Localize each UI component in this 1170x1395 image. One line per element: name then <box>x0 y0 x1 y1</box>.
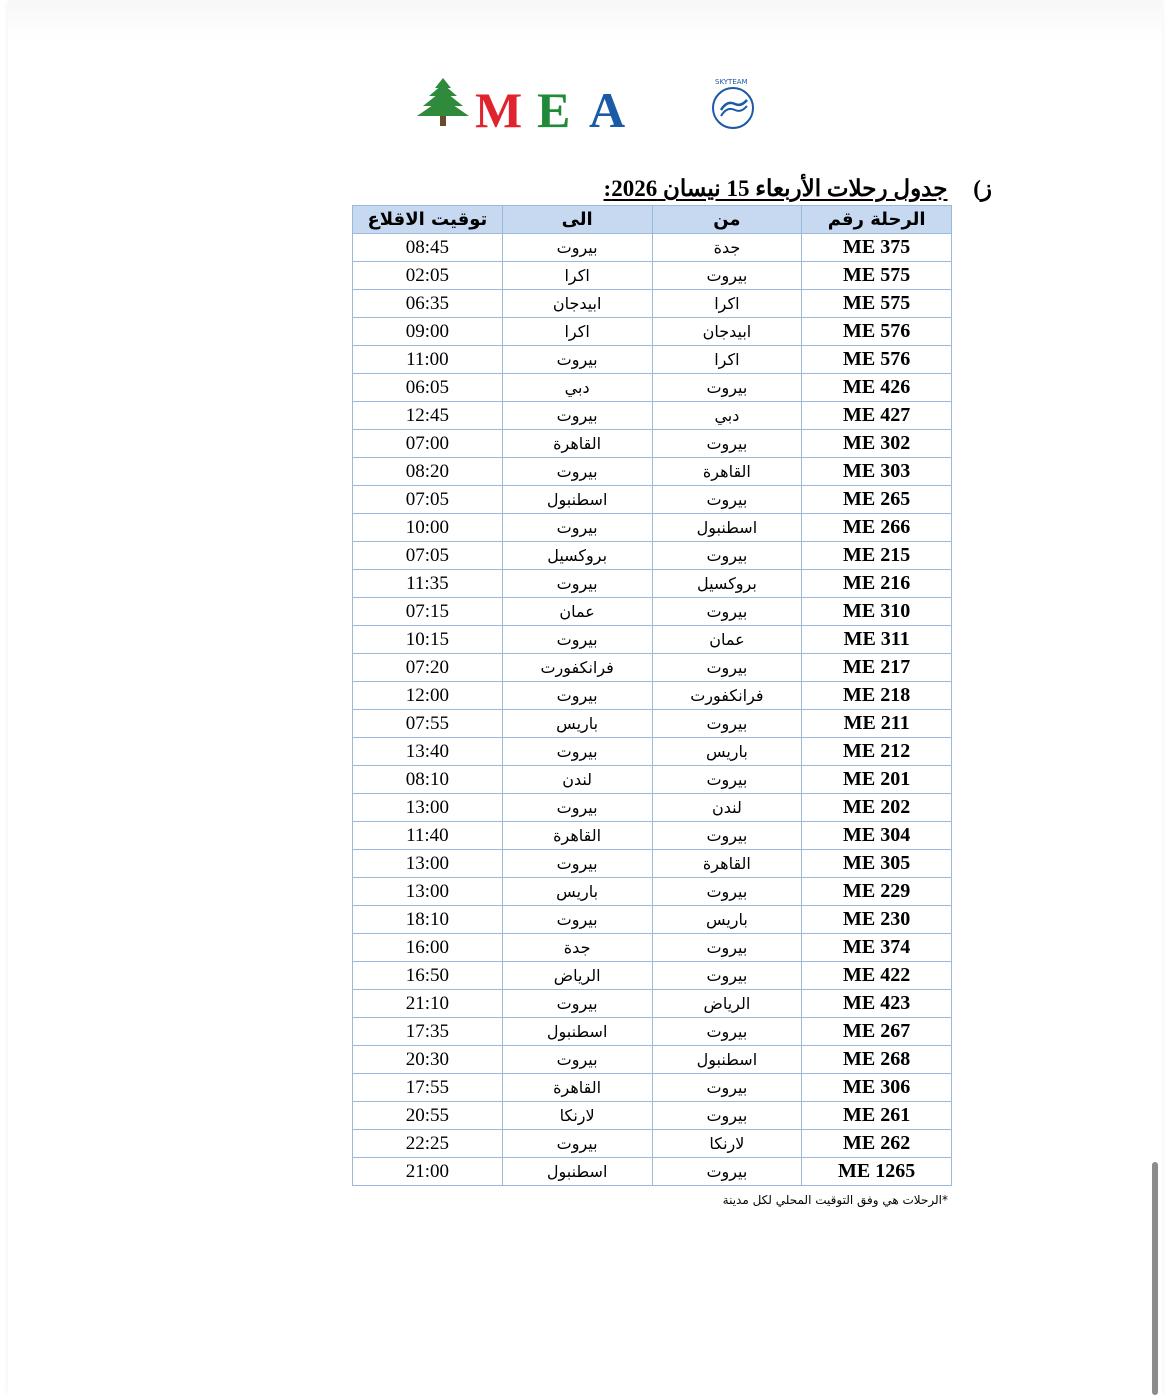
departure-time-cell: 17:35 <box>353 1018 503 1046</box>
table-row <box>353 710 952 738</box>
flight-number-cell: ME 265 <box>802 486 952 514</box>
table-row <box>353 514 952 542</box>
departure-time-cell: 10:15 <box>353 626 503 654</box>
departure-time-cell: 17:55 <box>353 1074 503 1102</box>
departure-time-cell: 02:05 <box>353 262 503 290</box>
destination-cell: اسطنبول <box>502 486 652 514</box>
destination-cell: القاهرة <box>502 430 652 458</box>
flight-number-cell: ME 217 <box>802 654 952 682</box>
destination-cell: اسطنبول <box>502 1018 652 1046</box>
destination-cell: لارنكا <box>502 1102 652 1130</box>
cedar-icon <box>417 78 469 126</box>
origin-cell: بيروت <box>652 1102 802 1130</box>
departure-time-cell: 07:55 <box>353 710 503 738</box>
origin-cell: بيروت <box>652 822 802 850</box>
svg-text:A: A <box>589 82 626 136</box>
destination-cell: اكرا <box>502 262 652 290</box>
destination-cell: بيروت <box>502 682 652 710</box>
flight-number-cell: ME 427 <box>802 402 952 430</box>
destination-cell: بيروت <box>502 458 652 486</box>
flight-number-cell: ME 576 <box>802 318 952 346</box>
table-row <box>353 430 952 458</box>
table-row <box>353 598 952 626</box>
destination-cell: بيروت <box>502 906 652 934</box>
origin-cell: دبي <box>652 402 802 430</box>
table-row <box>353 962 952 990</box>
table-row <box>353 1046 952 1074</box>
flight-number-cell: ME 212 <box>802 738 952 766</box>
flight-number-cell: ME 575 <box>802 262 952 290</box>
table-row <box>353 850 952 878</box>
origin-cell: بيروت <box>652 430 802 458</box>
table-row <box>353 990 952 1018</box>
flight-number-cell: ME 306 <box>802 1074 952 1102</box>
departure-time-cell: 22:25 <box>353 1130 503 1158</box>
departure-time-cell: 13:00 <box>353 850 503 878</box>
table-row <box>353 374 952 402</box>
table-row <box>353 542 952 570</box>
departure-time-cell: 21:00 <box>353 1158 503 1186</box>
flight-number-cell: ME 423 <box>802 990 952 1018</box>
origin-cell: بيروت <box>652 262 802 290</box>
departure-time-cell: 08:45 <box>353 234 503 262</box>
table-row <box>353 458 952 486</box>
destination-cell: باريس <box>502 710 652 738</box>
departure-time-cell: 16:50 <box>353 962 503 990</box>
departure-time-cell: 12:00 <box>353 682 503 710</box>
table-row <box>353 1158 952 1186</box>
flight-number-cell: ME 266 <box>802 514 952 542</box>
origin-cell: بيروت <box>652 374 802 402</box>
origin-cell: باريس <box>652 906 802 934</box>
table-row <box>353 766 952 794</box>
flight-number-cell: ME 375 <box>802 234 952 262</box>
origin-cell: اكرا <box>652 290 802 318</box>
destination-cell: اسطنبول <box>502 1158 652 1186</box>
destination-cell: جدة <box>502 934 652 962</box>
origin-cell: بيروت <box>652 710 802 738</box>
origin-cell: اكرا <box>652 346 802 374</box>
flight-number-cell: ME 305 <box>802 850 952 878</box>
origin-cell: لارنكا <box>652 1130 802 1158</box>
origin-cell: بيروت <box>652 766 802 794</box>
departure-time-cell: 20:55 <box>353 1102 503 1130</box>
destination-cell: لندن <box>502 766 652 794</box>
destination-cell: القاهرة <box>502 1074 652 1102</box>
origin-cell: ابيدجان <box>652 318 802 346</box>
flight-number-cell: ME 374 <box>802 934 952 962</box>
departure-time-cell: 07:05 <box>353 542 503 570</box>
origin-cell: بيروت <box>652 962 802 990</box>
departure-time-cell: 11:00 <box>353 346 503 374</box>
flight-number-cell: ME 202 <box>802 794 952 822</box>
origin-cell: بيروت <box>652 1158 802 1186</box>
departure-time-cell: 18:10 <box>353 906 503 934</box>
flight-number-cell: ME 426 <box>802 374 952 402</box>
origin-cell: بيروت <box>652 934 802 962</box>
departure-time-cell: 21:10 <box>353 990 503 1018</box>
destination-cell: بيروت <box>502 402 652 430</box>
skyteam-icon <box>713 78 753 128</box>
destination-cell: ابيدجان <box>502 290 652 318</box>
table-row <box>353 402 952 430</box>
origin-cell: جدة <box>652 234 802 262</box>
flight-number-cell: ME 268 <box>802 1046 952 1074</box>
flight-number-cell: ME 215 <box>802 542 952 570</box>
page-top-band <box>8 0 1162 40</box>
flight-number-cell: ME 303 <box>802 458 952 486</box>
destination-cell: بيروت <box>502 850 652 878</box>
departure-time-cell: 06:35 <box>353 290 503 318</box>
origin-cell: بيروت <box>652 654 802 682</box>
destination-cell: اكرا <box>502 318 652 346</box>
table-row <box>353 1102 952 1130</box>
origin-cell: بيروت <box>652 878 802 906</box>
origin-cell: بيروت <box>652 486 802 514</box>
table-row <box>353 906 952 934</box>
destination-cell: فرانكفورت <box>502 654 652 682</box>
svg-text:M: M <box>475 82 523 136</box>
table-row <box>353 486 952 514</box>
header-departure: توقيت الاقلاع <box>353 206 503 234</box>
destination-cell: دبي <box>502 374 652 402</box>
flight-number-cell: ME 576 <box>802 346 952 374</box>
schedule-title: جدول رحلات الأربعاء 15 نيسان 2026: <box>603 176 948 201</box>
flight-number-cell: ME 211 <box>802 710 952 738</box>
flight-number-cell: ME 575 <box>802 290 952 318</box>
flight-number-cell: ME 311 <box>802 626 952 654</box>
flight-number-cell: ME 1265 <box>802 1158 952 1186</box>
departure-time-cell: 08:20 <box>353 458 503 486</box>
origin-cell: اسطنبول <box>652 1046 802 1074</box>
flight-number-cell: ME 304 <box>802 822 952 850</box>
origin-cell: فرانكفورت <box>652 682 802 710</box>
destination-cell: القاهرة <box>502 822 652 850</box>
destination-cell: بيروت <box>502 794 652 822</box>
table-body <box>353 234 952 1186</box>
origin-cell: بيروت <box>652 1074 802 1102</box>
table-row <box>353 318 952 346</box>
flight-number-cell: ME 218 <box>802 682 952 710</box>
flight-number-cell: ME 261 <box>802 1102 952 1130</box>
origin-cell: بيروت <box>652 1018 802 1046</box>
svg-text:E: E <box>537 82 571 136</box>
footnote: *الرحلات هي وفق التوقيت المحلي لكل مدينة <box>722 1193 948 1207</box>
departure-time-cell: 13:40 <box>353 738 503 766</box>
origin-cell: الرياض <box>652 990 802 1018</box>
table-row <box>353 738 952 766</box>
table-row <box>353 822 952 850</box>
origin-cell: عمان <box>652 626 802 654</box>
departure-time-cell: 07:15 <box>353 598 503 626</box>
departure-time-cell: 07:00 <box>353 430 503 458</box>
skyteam-text: SKYTEAM <box>715 78 748 86</box>
section-marker: ز) <box>973 176 992 201</box>
destination-cell: بيروت <box>502 626 652 654</box>
destination-cell: بيروت <box>502 234 652 262</box>
destination-cell: باريس <box>502 878 652 906</box>
mea-logo <box>415 74 760 136</box>
table-row <box>353 262 952 290</box>
departure-time-cell: 12:45 <box>353 402 503 430</box>
mea-brand-text: MEA <box>415 74 418 75</box>
flight-number-cell: ME 230 <box>802 906 952 934</box>
table-row <box>353 1130 952 1158</box>
departure-time-cell: 09:00 <box>353 318 503 346</box>
table-row <box>353 878 952 906</box>
flight-number-cell: ME 302 <box>802 430 952 458</box>
table-row <box>353 1018 952 1046</box>
origin-cell: بيروت <box>652 598 802 626</box>
flight-schedule-table <box>352 205 952 1186</box>
departure-time-cell: 16:00 <box>353 934 503 962</box>
header-from: من <box>652 206 802 234</box>
table-row <box>353 654 952 682</box>
departure-time-cell: 07:20 <box>353 654 503 682</box>
table-row <box>353 290 952 318</box>
departure-time-cell: 10:00 <box>353 514 503 542</box>
table-row <box>353 934 952 962</box>
destination-cell: بيروت <box>502 1046 652 1074</box>
destination-cell: بيروت <box>502 514 652 542</box>
origin-cell: اسطنبول <box>652 514 802 542</box>
flight-number-cell: ME 201 <box>802 766 952 794</box>
table-row <box>353 626 952 654</box>
departure-time-cell: 07:05 <box>353 486 503 514</box>
table-row <box>353 682 952 710</box>
destination-cell: بروكسيل <box>502 542 652 570</box>
header-flight: الرحلة رقم <box>802 206 952 234</box>
schedule-heading <box>604 176 992 206</box>
flight-number-cell: ME 262 <box>802 1130 952 1158</box>
origin-cell: القاهرة <box>652 458 802 486</box>
origin-cell: لندن <box>652 794 802 822</box>
table-row <box>353 794 952 822</box>
scrollbar[interactable] <box>1152 1162 1158 1395</box>
flight-number-cell: ME 310 <box>802 598 952 626</box>
table-row <box>353 570 952 598</box>
departure-time-cell: 06:05 <box>353 374 503 402</box>
departure-time-cell: 11:40 <box>353 822 503 850</box>
departure-time-cell: 13:00 <box>353 878 503 906</box>
origin-cell: القاهرة <box>652 850 802 878</box>
origin-cell: بروكسيل <box>652 570 802 598</box>
table-row <box>353 1074 952 1102</box>
header-to: الى <box>502 206 652 234</box>
destination-cell: بيروت <box>502 346 652 374</box>
flight-number-cell: ME 229 <box>802 878 952 906</box>
departure-time-cell: 11:35 <box>353 570 503 598</box>
flight-number-cell: ME 422 <box>802 962 952 990</box>
flight-number-cell: ME 267 <box>802 1018 952 1046</box>
departure-time-cell: 13:00 <box>353 794 503 822</box>
destination-cell: بيروت <box>502 1130 652 1158</box>
destination-cell: بيروت <box>502 570 652 598</box>
table-row <box>353 346 952 374</box>
origin-cell: بيروت <box>652 542 802 570</box>
destination-cell: الرياض <box>502 962 652 990</box>
destination-cell: بيروت <box>502 738 652 766</box>
destination-cell: عمان <box>502 598 652 626</box>
destination-cell: بيروت <box>502 990 652 1018</box>
flight-number-cell: ME 216 <box>802 570 952 598</box>
table-row <box>353 234 952 262</box>
table-header-row <box>353 206 952 234</box>
origin-cell: باريس <box>652 738 802 766</box>
departure-time-cell: 20:30 <box>353 1046 503 1074</box>
departure-time-cell: 08:10 <box>353 766 503 794</box>
